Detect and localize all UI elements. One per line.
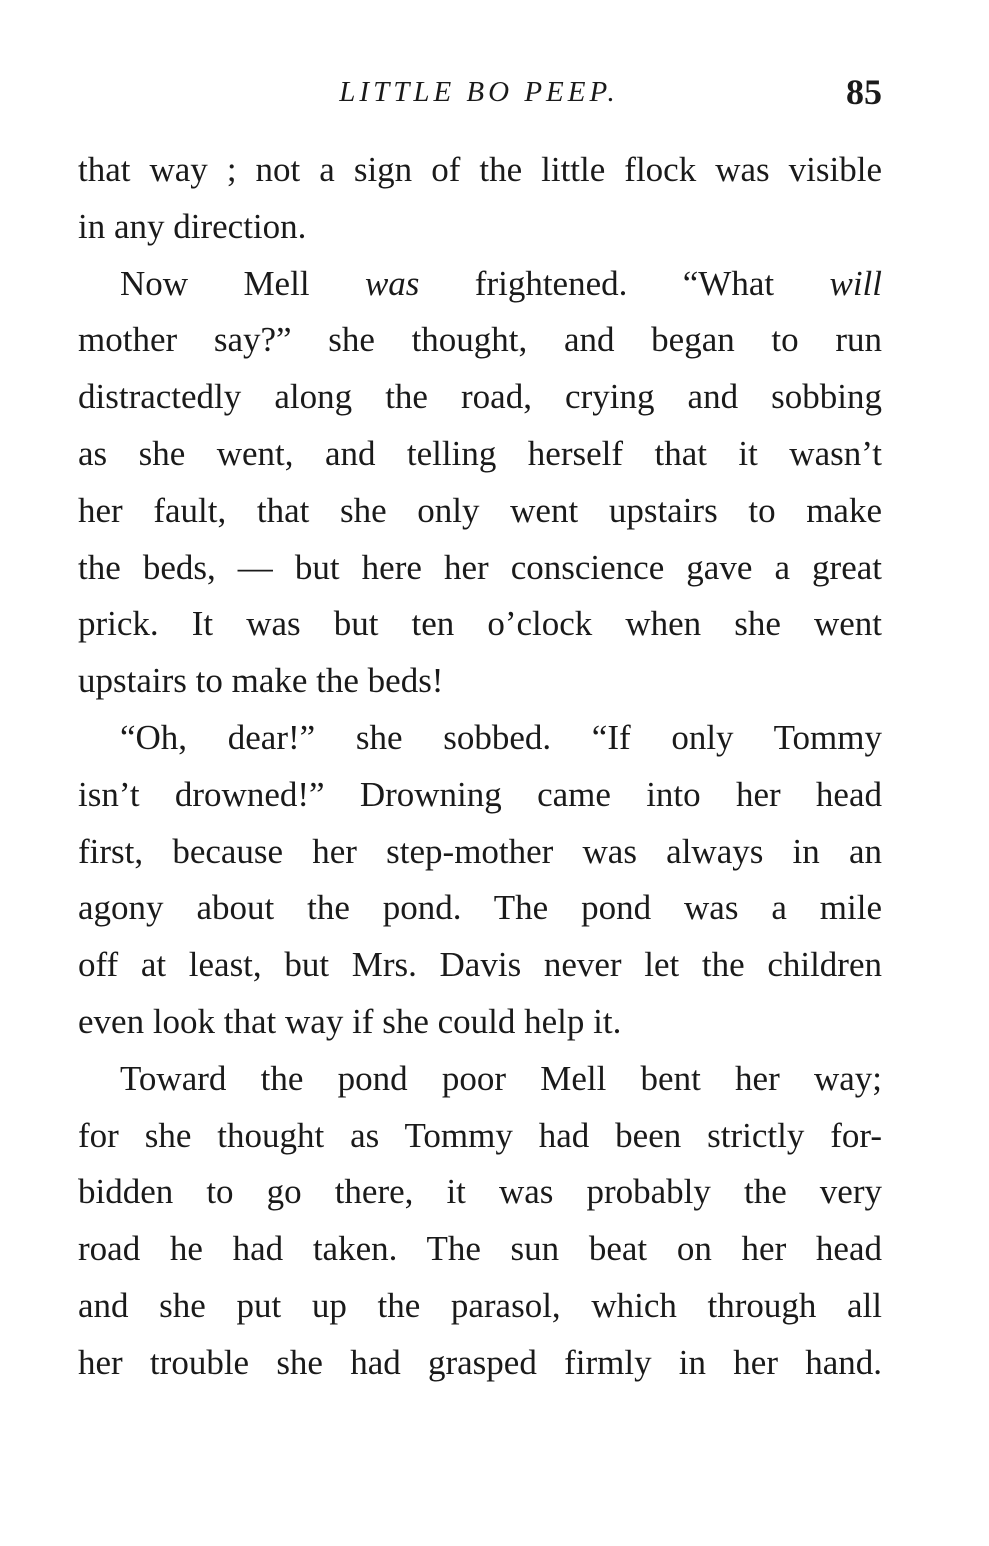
text-line: that way ; not a sign of the little flock was visible <box>78 150 882 189</box>
text-line: off at least, but Mrs. Davis never let the children <box>78 945 882 985</box>
text-line: road he had taken. The sun beat on her head <box>78 1229 882 1269</box>
text-line: distractedly along the road, crying and sobbing <box>78 377 882 417</box>
text-line: upstairs to make the beds! <box>78 661 444 701</box>
running-header <box>76 72 882 112</box>
text-line: even look that way if she could help it. <box>78 1001 622 1041</box>
text-line: Toward the pond poor Mell bent her way; <box>120 1058 882 1098</box>
text-line: Now Mell was frightened. “What will <box>120 263 883 303</box>
body-text <box>78 142 882 1392</box>
italic-emphasis: was <box>364 263 420 303</box>
text-line: isn’t drowned!” Drowning came into her head <box>78 774 882 814</box>
text-line: first, because her step-mother was always in an <box>78 831 882 871</box>
page-number: 85 <box>846 72 882 112</box>
text-line: bidden to go there, it was probably the very <box>78 1172 882 1212</box>
text-line: her trouble she had grasped firmly in her hand. <box>78 1342 882 1382</box>
text-line: “Oh, dear!” she sobbed. “If only Tommy <box>120 717 882 757</box>
text-line: and she put up the parasol, which through all <box>78 1285 882 1325</box>
text-line: as she went, and telling herself that it wasn’t <box>78 433 882 473</box>
running-title: LITTLE BO PEEP. <box>339 76 619 108</box>
text-line: prick. It was but ten o’clock when she went <box>78 604 882 644</box>
text-line: in any direction. <box>78 206 307 246</box>
text-line: for she thought as Tommy had been strictly for- <box>78 1115 882 1155</box>
text-line: agony about the pond. The pond was a mile <box>78 888 882 928</box>
text-line: her fault, that she only went upstairs to make <box>78 490 882 530</box>
text-line: mother say?” she thought, and began to run <box>78 320 882 360</box>
text-line: the beds, — but here her conscience gave a great <box>78 547 882 587</box>
italic-emphasis: will <box>829 263 883 303</box>
